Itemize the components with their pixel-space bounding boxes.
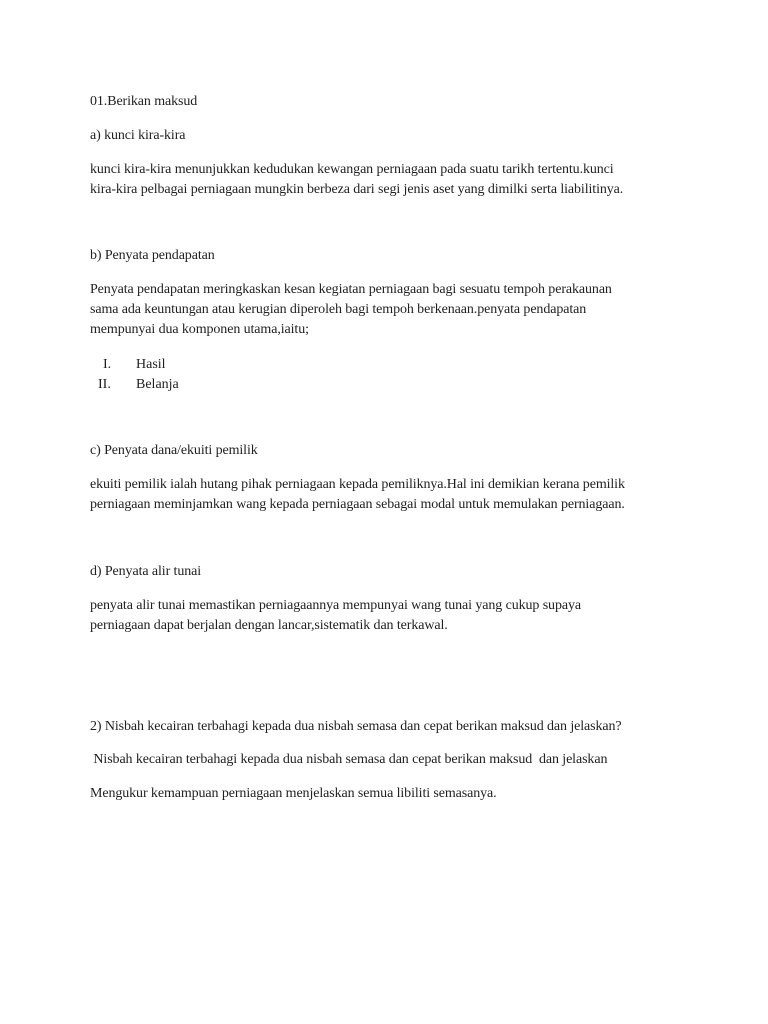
section-b-label: b) Penyata pendapatan	[90, 248, 215, 263]
section-c-text-line: ekuiti pemilik ialah hutang pihak perniagaan kepada pemiliknya.Hal ini demikian kerana pemilik	[90, 477, 625, 492]
section-b-text-line: sama ada keuntungan atau kerugian diperoleh bagi tempoh berkenaan.penyata pendapatan	[90, 302, 587, 317]
section-b-text-line: mempunyai dua komponen utama,iaitu;	[90, 322, 309, 337]
list-item-number: I.	[103, 357, 112, 372]
section-a-text-line: kira-kira pelbagai perniagaan mungkin berbeza dari segi jenis aset yang dimilki serta liabilitinya.	[90, 182, 624, 197]
list-item-text: Hasil	[136, 357, 166, 372]
section-a-text-line: kunci kira-kira menunjukkan kedudukan kewangan perniagaan pada suatu tarikh tertentu.kunci	[90, 162, 614, 177]
list-item-text: Belanja	[136, 377, 179, 392]
section-d-label: d) Penyata alir tunai	[90, 564, 202, 579]
question-2-heading: 2) Nisbah kecairan terbahagi kepada dua nisbah semasa dan cepat berikan maksud dan jelaskan?	[90, 719, 622, 734]
question-2-answer: Mengukur kemampuan perniagaan menjelaskan semua libiliti semasanya.	[90, 786, 497, 801]
section-d-text-line: penyata alir tunai memastikan perniagaannya mempunyai wang tunai yang cukup supaya	[90, 598, 581, 613]
question-1-heading: 01.Berikan maksud	[90, 94, 198, 109]
section-d-text-line: perniagaan dapat berjalan dengan lancar,sistematik dan terkawal.	[90, 618, 448, 633]
section-c-label: c) Penyata dana/ekuiti pemilik	[90, 443, 258, 458]
section-c-text-line: perniagaan meminjamkan wang kepada perniagaan sebagai modal untuk memulakan perniagaan.	[90, 497, 625, 512]
list-item-number: II.	[98, 377, 111, 392]
question-2-restated: Nisbah kecairan terbahagi kepada dua nisbah semasa dan cepat berikan maksud dan jelaskan	[90, 752, 608, 767]
section-b-text-line: Penyata pendapatan meringkaskan kesan kegiatan perniagaan bagi sesuatu tempoh perakaunan	[90, 282, 612, 297]
section-a-label: a) kunci kira-kira	[90, 128, 186, 143]
